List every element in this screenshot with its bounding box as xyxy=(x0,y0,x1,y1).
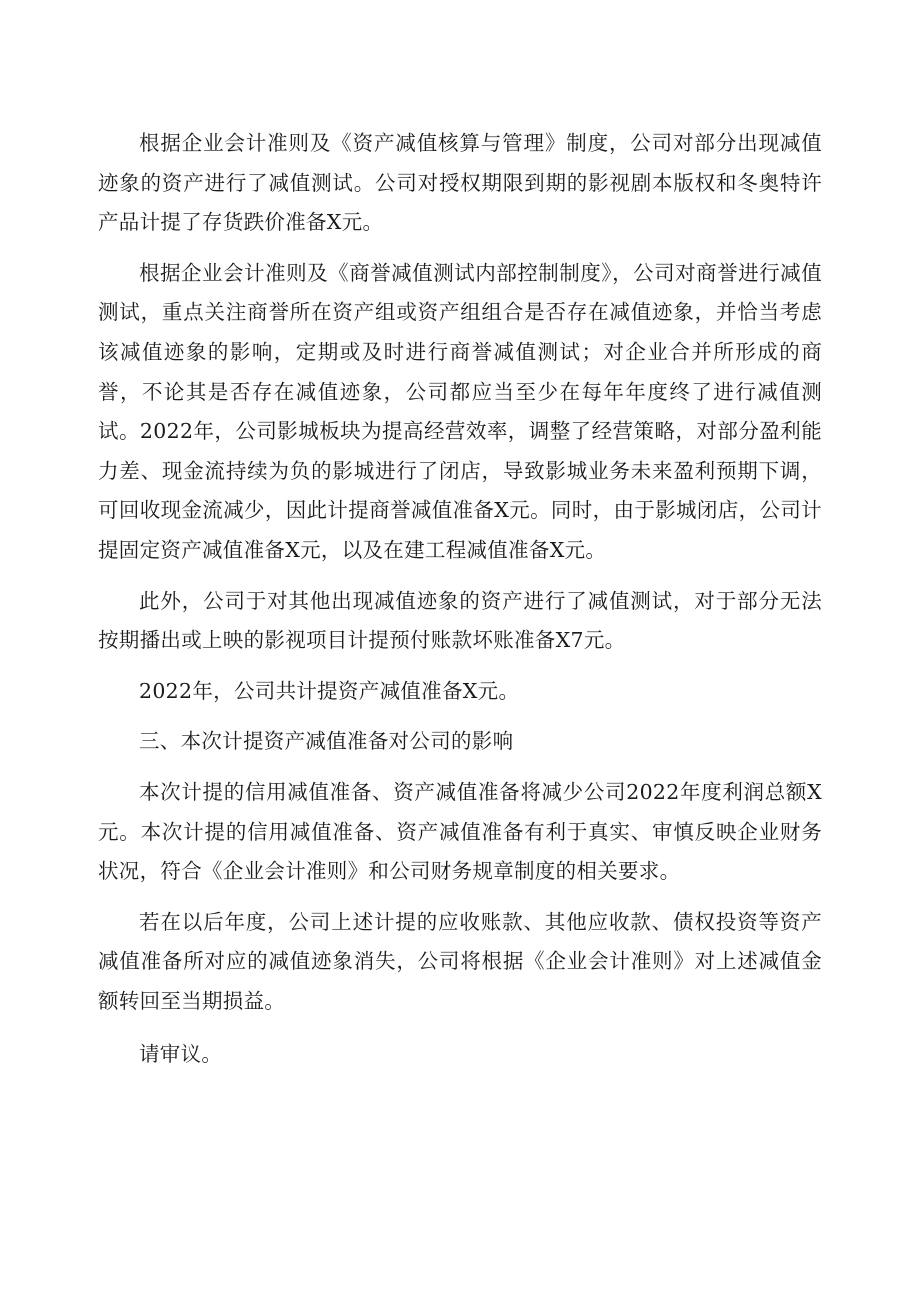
paragraph-inventory-impairment: 根据企业会计准则及《资产减值核算与管理》制度，公司对部分出现减值迹象的资产进行了减值测试。公司对授权期限到期的影视剧本版权和冬奥特许产品计提了存货跌价准备X元。 xyxy=(98,131,822,235)
closing-remark: 请审议。 xyxy=(139,1042,223,1067)
section-heading: 三、本次计提资产减值准备对公司的影响 xyxy=(139,729,514,754)
paragraph-profit-impact: 本次计提的信用减值准备、资产减值准备将减少公司2022年度利润总额X元。本次计提的信用减值准备、资产减值准备有利于真实、审慎反映企业财务状况，符合《企业会计准则》和公司财务规章制度的相关要求。 xyxy=(98,779,822,884)
document-body xyxy=(98,124,822,1086)
paragraph-total-provision: 2022年，公司共计提资产减值准备X元。 xyxy=(139,678,520,703)
paragraph-prepayment-provision: 此外，公司于对其他出现减值迹象的资产进行了减值测试，对于部分无法按期播出或上映的影视项目计提预付账款坏账准备X7元。 xyxy=(98,588,822,653)
paragraph-goodwill-impairment: 根据企业会计准则及《商誉减值测试内部控制制度》，公司对商誉进行减值测试，重点关注商誉所在资产组或资产组组合是否存在减值迹象，并恰当考虑该减值迹象的影响，定期或及时进行商誉减值测试；对企业合并所形成的商誉，不论其是否存在减值迹象，公司都应当至少在每年年度终了进行减值测试。2022年，公司影城板块为提高经营效率，调整了经营策略，对部分盈利能力差、现金流持续为负的影城进行了闭店，导致影城业务未来盈利预期下调，可回收现金流减少，因此计提商誉减值准备X元。同时，由于影城闭店，公司计提固定资产减值准备X元，以及在建工程减值准备X元。 xyxy=(98,260,822,562)
paragraph-reversal-policy: 若在以后年度，公司上述计提的应收账款、其他应收款、债权投资等资产减值准备所对应的减值迹象消失，公司将根据《企业会计准则》对上述减值金额转回至当期损益。 xyxy=(98,909,822,1013)
